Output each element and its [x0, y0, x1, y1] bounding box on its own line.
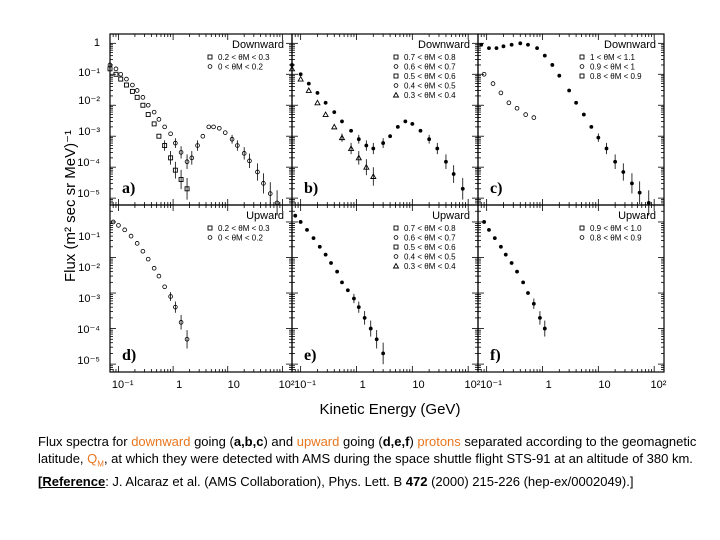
x-tick-label: 10⁻¹ — [111, 379, 134, 391]
data-point — [223, 131, 227, 135]
data-point — [332, 124, 337, 128]
caption-upward: upward — [296, 434, 340, 449]
data-point — [131, 83, 135, 87]
y-tick-label: 10⁻⁴ — [77, 324, 100, 336]
x-tick-labels — [112, 379, 667, 391]
data-point — [124, 83, 128, 87]
data-point — [324, 253, 328, 257]
x-tick-label: 10² — [278, 379, 295, 391]
data-point — [363, 316, 367, 320]
caption-text: separated according to the geomagnetic latitude, — [38, 434, 697, 466]
x-tick-label: 1 — [359, 379, 366, 391]
data-point — [394, 93, 399, 98]
data-point — [316, 91, 320, 95]
data-point — [410, 122, 414, 126]
caption-protons: protons — [417, 434, 461, 449]
panel-a — [108, 34, 292, 216]
data-point — [487, 46, 491, 50]
data-point — [487, 228, 491, 232]
data-point — [394, 226, 398, 230]
data-point — [129, 234, 133, 238]
data-point — [580, 226, 584, 230]
data-point — [582, 113, 586, 117]
direction-label: Downward — [418, 39, 470, 51]
data-point — [381, 352, 385, 356]
legend-entry: 0.5 < θM < 0.6 — [404, 72, 456, 81]
data-point — [574, 101, 578, 105]
panel-label: b) — [304, 180, 319, 197]
data-point — [638, 191, 642, 195]
data-point — [299, 220, 303, 224]
legend-entry: 0.3 < θM < 0.4 — [404, 262, 456, 271]
data-point — [352, 297, 356, 301]
data-point — [444, 160, 448, 164]
data-point — [119, 72, 123, 76]
data-point — [567, 89, 571, 93]
data-point — [394, 236, 398, 240]
figure-caption — [38, 433, 708, 490]
data-point — [507, 101, 511, 105]
data-point — [394, 65, 398, 69]
panel-label: f) — [490, 347, 501, 364]
caption-downward: downward — [131, 434, 191, 449]
data-point — [340, 120, 344, 124]
data-point — [335, 270, 339, 274]
legend-entry: 0.8 < θM < 0.9 — [590, 72, 642, 81]
data-point — [394, 74, 398, 78]
data-point — [201, 134, 205, 138]
panel-label: c) — [490, 180, 503, 197]
data-point — [357, 137, 361, 141]
data-point — [557, 74, 561, 78]
data-point — [123, 228, 127, 232]
data-point — [396, 125, 400, 129]
x-tick-label: 10² — [464, 379, 481, 391]
data-point — [502, 44, 506, 48]
data-point — [369, 327, 373, 331]
x-tick-label: 10 — [412, 379, 425, 391]
legend-entry: 0.8 < θM < 0.9 — [590, 233, 642, 243]
data-point — [630, 181, 634, 185]
data-point — [324, 101, 328, 105]
data-point — [394, 245, 398, 249]
data-point — [388, 134, 392, 138]
data-point — [312, 236, 316, 240]
data-point — [515, 106, 519, 110]
data-point — [117, 224, 121, 228]
data-point — [125, 77, 129, 81]
x-tick-label: 10 — [598, 379, 611, 391]
data-point — [538, 316, 542, 320]
data-point — [482, 220, 486, 224]
data-point — [526, 43, 530, 47]
caption-theta-subscript: M — [97, 459, 104, 469]
data-point — [510, 261, 514, 265]
y-tick-label: 10⁻² — [78, 262, 100, 274]
data-point — [307, 82, 311, 86]
data-point — [521, 280, 525, 284]
data-point — [299, 72, 303, 76]
direction-label: Upward — [618, 210, 656, 222]
panel-d — [110, 205, 292, 372]
x-tick-label: 10⁻¹ — [480, 379, 502, 391]
legend-entry: 0 < θM < 0.2 — [218, 62, 263, 72]
data-point — [293, 214, 297, 218]
data-point — [580, 74, 584, 78]
x-tick-label: 1 — [176, 379, 183, 391]
data-point — [135, 95, 139, 99]
y-tick-label: 10⁻⁴ — [77, 157, 100, 169]
data-point — [515, 270, 519, 274]
data-point — [394, 255, 398, 259]
data-point — [596, 136, 600, 140]
y-tick-label: 10⁻¹ — [78, 231, 100, 243]
panel-label: e) — [304, 347, 317, 364]
y-tick-label: 1 — [93, 37, 100, 49]
data-point — [543, 54, 547, 58]
caption-text: going ( — [339, 434, 383, 449]
data-point — [543, 327, 547, 331]
data-point — [114, 67, 118, 71]
caption-panels-abc: a,b,c — [233, 434, 264, 449]
y-tick-labels-bottom — [77, 231, 100, 367]
data-point — [157, 117, 161, 121]
data-point — [212, 125, 216, 129]
data-point — [152, 122, 156, 126]
data-point — [605, 147, 609, 151]
data-point — [419, 129, 423, 133]
data-point — [526, 291, 530, 295]
legend-entry: 0.9 < θM < 1 — [590, 62, 635, 72]
legend-entry: 0 < θM < 0.2 — [218, 233, 263, 243]
data-point — [452, 172, 456, 176]
data-point — [329, 261, 333, 265]
data-point — [491, 82, 495, 86]
data-point — [169, 132, 173, 136]
legend-entry: 0.2 < θM < 0.3 — [218, 224, 270, 233]
legend-entry: 0.4 < θM < 0.5 — [404, 252, 456, 262]
panel-b — [290, 34, 479, 205]
data-point — [349, 129, 353, 133]
data-point — [315, 100, 320, 105]
data-point — [152, 110, 156, 114]
data-point — [340, 280, 344, 284]
data-point — [146, 113, 150, 117]
data-point — [532, 116, 536, 120]
legend-entry: 1 < θM < 1.1 — [590, 53, 635, 62]
legend-entry: 0.7 < θM < 0.8 — [404, 224, 456, 233]
data-point — [130, 89, 134, 93]
panels-grid — [108, 34, 664, 372]
data-point — [381, 141, 385, 145]
data-point — [580, 55, 584, 59]
data-point — [495, 46, 499, 50]
data-point — [119, 77, 123, 81]
data-point — [141, 95, 145, 99]
data-point — [146, 257, 150, 261]
x-tick-label: 10⁻¹ — [294, 379, 316, 391]
legend-entry: 0.7 < θM < 0.8 — [404, 53, 456, 62]
direction-label: Upward — [432, 210, 470, 222]
data-point — [435, 147, 439, 151]
data-point — [208, 226, 212, 230]
data-point — [510, 43, 514, 47]
data-point — [371, 147, 375, 151]
data-point — [306, 88, 311, 93]
data-point — [375, 337, 379, 341]
legend-entry: 0.6 < θM < 0.7 — [404, 233, 456, 243]
y-tick-label: 10⁻³ — [78, 293, 100, 305]
data-point — [518, 41, 522, 45]
reference-text: : J. Alcaraz et al. (AMS Collaboration), Phys. Lett. B — [105, 473, 406, 489]
data-point — [207, 125, 211, 129]
data-point — [332, 110, 336, 114]
data-point — [479, 43, 483, 47]
legend-entry: 0.5 < θM < 0.6 — [404, 243, 456, 252]
y-tick-labels-top — [77, 37, 100, 200]
data-point — [217, 126, 221, 130]
legend-entry: 0.2 < θM < 0.3 — [218, 53, 270, 62]
reference-volume: 472 — [405, 473, 428, 489]
caption-theta-symbol: Q — [87, 451, 98, 466]
caption-text: , at which they were detected with AMS during the space shuttle flight STS-91 at an altitude of 380 km. — [103, 451, 693, 466]
data-point — [535, 46, 539, 50]
data-point — [305, 228, 309, 232]
data-point — [580, 236, 584, 240]
data-point — [580, 65, 584, 69]
data-point — [298, 77, 303, 82]
data-point — [647, 201, 651, 205]
panel-e — [292, 205, 478, 372]
direction-label: Downward — [232, 39, 284, 51]
panel-c — [478, 34, 664, 216]
data-point — [163, 285, 167, 289]
direction-label: Downward — [604, 39, 656, 51]
y-tick-label: 10⁻³ — [78, 126, 100, 138]
x-axis-label: Kinetic Energy (GeV) — [319, 401, 461, 418]
panel-label: a) — [122, 180, 136, 197]
data-point — [346, 288, 350, 292]
data-point — [461, 187, 465, 191]
data-point — [394, 264, 399, 269]
data-point — [493, 236, 497, 240]
x-tick-label: 10² — [650, 379, 667, 391]
data-point — [163, 125, 167, 129]
data-point — [364, 144, 368, 148]
x-tick-label: 10 — [227, 379, 240, 391]
data-point — [499, 91, 503, 95]
data-point — [524, 113, 528, 117]
y-tick-label: 10⁻⁵ — [77, 355, 100, 367]
direction-label: Upward — [246, 210, 284, 222]
caption-text: Flux spectra for — [38, 434, 132, 449]
caption-text: ) — [409, 434, 418, 449]
data-point — [157, 134, 161, 138]
data-point — [427, 137, 431, 141]
data-point — [403, 120, 407, 124]
caption-panels-def: d,e,f — [382, 434, 410, 449]
y-axis-label: Flux (m² sec sr MeV)⁻¹ — [62, 129, 79, 283]
caption-text: ) and — [263, 434, 297, 449]
data-point — [208, 65, 212, 69]
data-point — [499, 245, 503, 249]
data-point — [394, 55, 398, 59]
data-point — [532, 302, 536, 306]
reference-label: [Reference — [38, 473, 106, 489]
data-point — [152, 266, 156, 270]
data-point — [357, 305, 361, 309]
panel-f — [478, 205, 664, 372]
data-point — [157, 274, 161, 278]
panel-frame — [478, 34, 664, 205]
legend-entry: 0.9 < θM < 1.0 — [590, 224, 642, 233]
y-tick-label: 10⁻⁵ — [77, 188, 100, 200]
data-point — [135, 89, 139, 93]
y-tick-label: 10⁻¹ — [78, 67, 100, 79]
data-point — [394, 84, 398, 88]
panel-label: d) — [122, 347, 137, 364]
y-tick-label: 10⁻² — [78, 95, 100, 107]
data-point — [613, 160, 617, 164]
data-point — [141, 103, 145, 107]
data-point — [550, 63, 554, 67]
data-point — [621, 170, 625, 174]
legend-entry: 0.4 < θM < 0.5 — [404, 81, 456, 91]
legend-entry: 0.6 < θM < 0.7 — [404, 62, 456, 72]
data-point — [208, 236, 212, 240]
data-point — [504, 253, 508, 257]
data-point — [208, 55, 212, 59]
data-point — [141, 249, 145, 253]
x-tick-label: 1 — [545, 379, 552, 391]
legend-entry: 0.3 < θM < 0.4 — [404, 91, 456, 100]
data-point — [323, 112, 328, 117]
data-point — [135, 241, 139, 245]
caption-text: going ( — [190, 434, 234, 449]
reference-text: (2000) 215-226 (hep-ex/0002049).] — [427, 473, 634, 489]
data-point — [318, 245, 322, 249]
data-point — [146, 103, 150, 107]
data-point — [589, 125, 593, 129]
